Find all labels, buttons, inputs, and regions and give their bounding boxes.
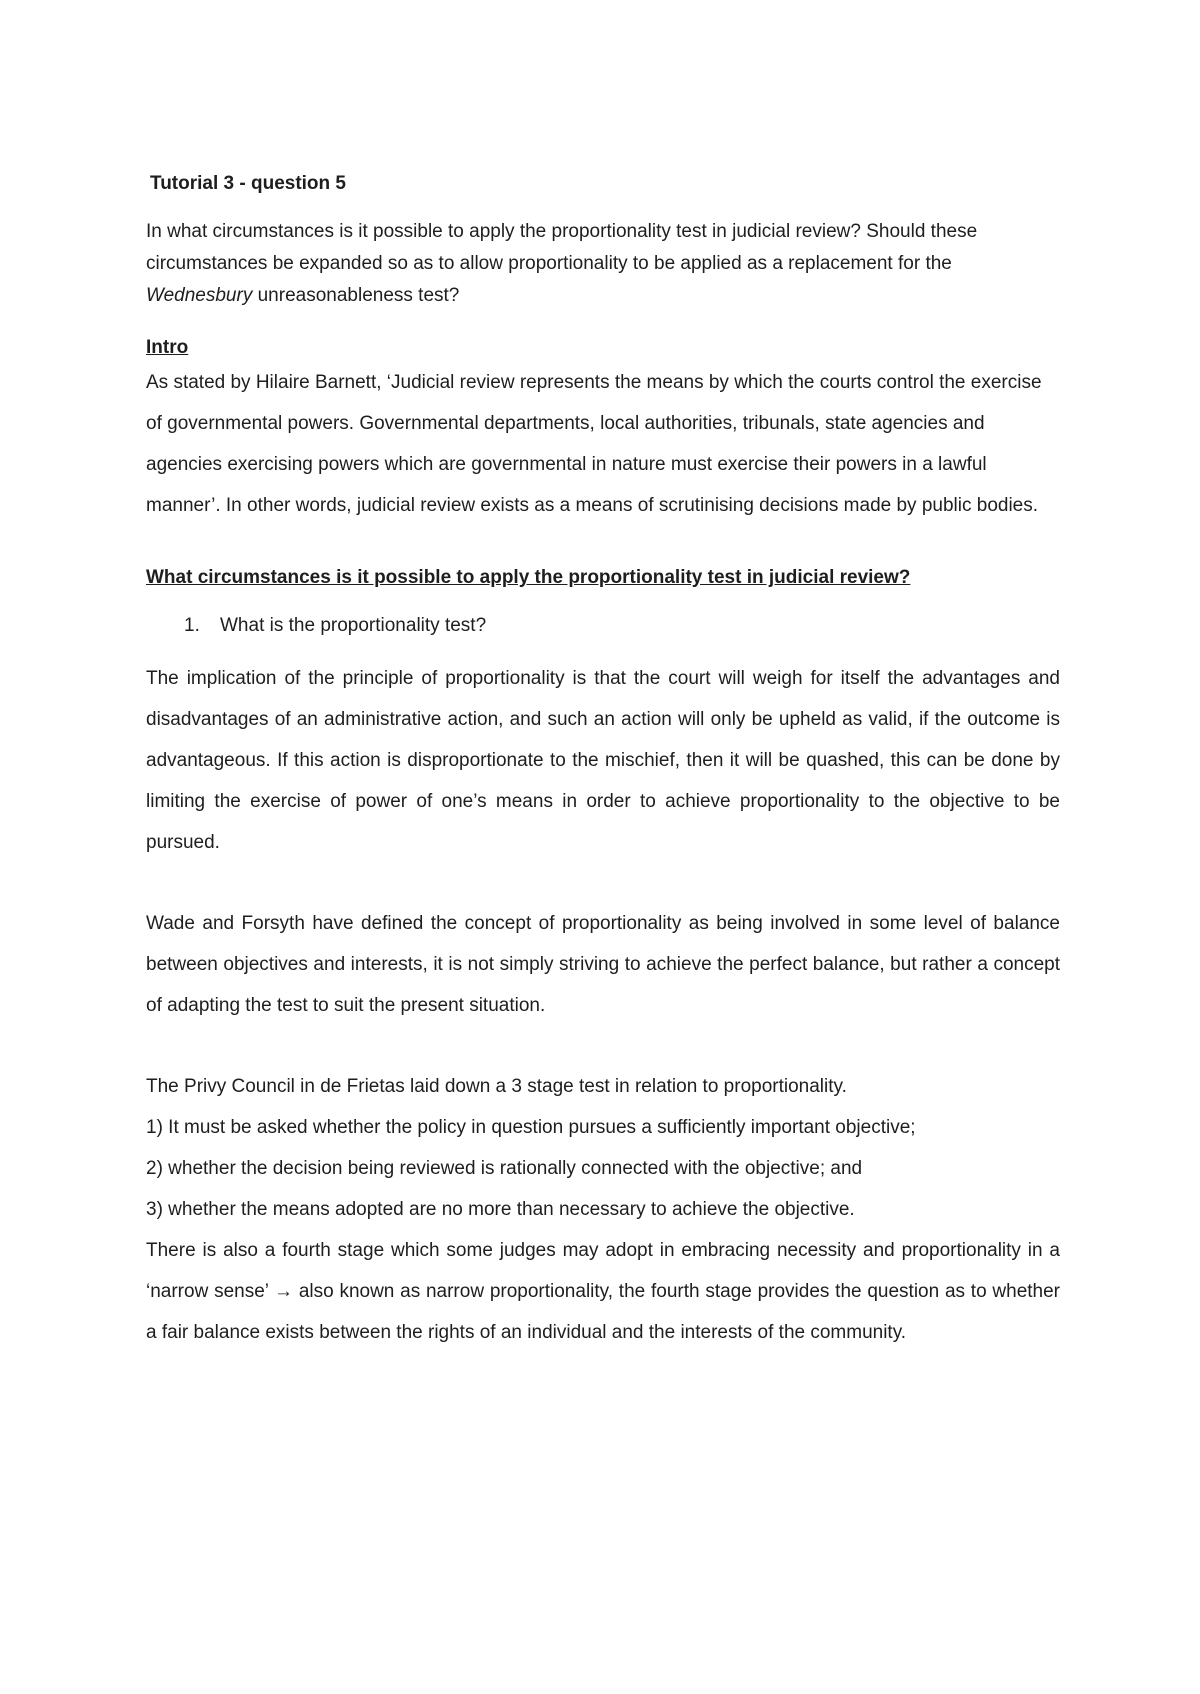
question-text-start: In what circumstances is it possible to apply the proportionality test in judicial review? Should these circumstances be expanded so as to allow proportionality to be applied as a replacement for the bbox=[146, 221, 978, 274]
stage-3: 3) whether the means adopted are no more than necessary to achieve the objective. bbox=[146, 1199, 855, 1220]
three-stage-test bbox=[146, 1066, 1060, 1230]
numbered-list-item bbox=[146, 612, 1060, 640]
question-italic-term: Wednesbury bbox=[146, 285, 253, 306]
intro-heading: Intro bbox=[146, 337, 189, 358]
section-heading: What circumstances is it possible to apply the proportionality test in judicial review? bbox=[146, 567, 911, 588]
stage-2: 2) whether the decision being reviewed is rationally connected with the objective; and bbox=[146, 1158, 863, 1179]
proportionality-paragraph: The implication of the principle of proportionality is that the court will weigh for itself the advantages and disadvantages of an administrative action, and such an action will only be upheld as valid, if the outcome is advantageous. If this action is disproportionate to the mischief, then it will be quashed, this can be done by limiting the exercise of power of one’s means in order to achieve proportionality to the objective to be pursued. bbox=[146, 668, 1060, 853]
tutorial-question bbox=[146, 216, 1060, 312]
wade-forsyth-paragraph: Wade and Forsyth have defined the concept of proportionality as being involved in some level of balance between objectives and interests, it is not simply striving to achieve the perfect balance, but rather a concept of adapting the test to suit the present situation. bbox=[146, 913, 1060, 1016]
stage-1: 1) It must be asked whether the policy in question pursues a sufficiently important objective; bbox=[146, 1117, 916, 1138]
fourth-stage-paragraph: There is also a fourth stage which some judges may adopt in embracing necessity and proportionality in a ‘narrow sense’ → also known as narrow proportionality, the fourth stage provides the question as to whether a fair balance exists between the rights of an individual and the interests of the community. bbox=[146, 1240, 1060, 1343]
privy-council-intro: The Privy Council in de Frietas laid down a 3 stage test in relation to proportionality. bbox=[146, 1076, 847, 1097]
question-text-end: unreasonableness test? bbox=[252, 285, 460, 306]
list-item-text: What is the proportionality test? bbox=[220, 615, 487, 636]
document-body bbox=[146, 172, 1060, 1353]
intro-paragraph: As stated by Hilaire Barnett, ‘Judicial review represents the means by which the courts control the exercise of governmental powers. Governmental departments, local authorities, tribunals, state agencies and agencies exercising powers which are governmental in nature must exercise their powers in a lawful manner’. In other words, judicial review exists as a means of scrutinising decisions made by public bodies. bbox=[146, 372, 1042, 516]
paragraph-spacer bbox=[146, 863, 1060, 903]
document-title: Tutorial 3 - question 5 bbox=[150, 173, 346, 194]
paragraph-spacer bbox=[146, 1026, 1060, 1066]
list-item-number: 1. bbox=[184, 615, 200, 636]
